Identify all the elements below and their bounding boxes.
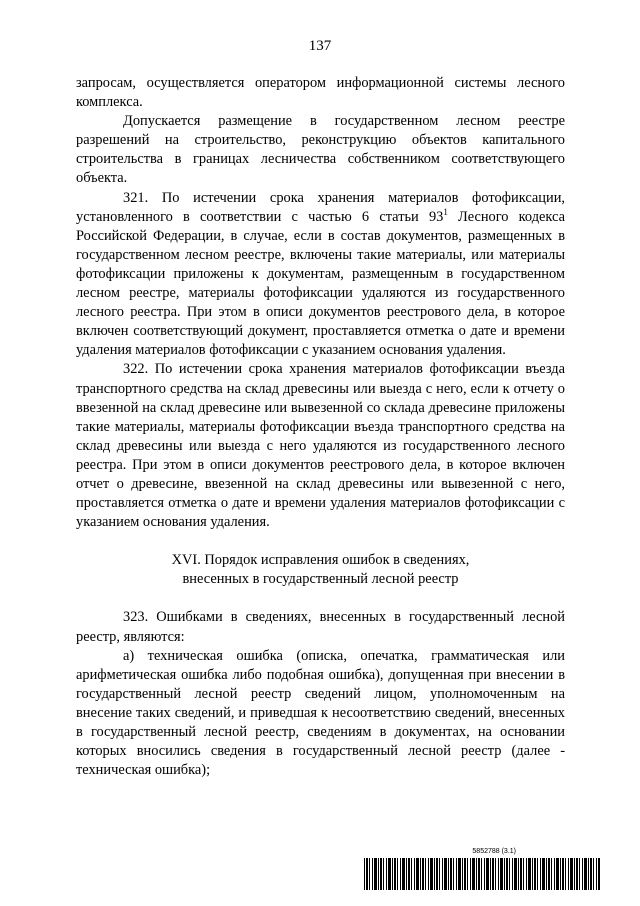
section-heading: [76, 551, 565, 589]
barcode-block: [364, 848, 600, 892]
paragraph-permits: Допускается размещение в государственном лесном реестре разрешений на строительство, реконструкцию объектов капитального строительства в границах лесничества собственником соответствующего объекта.: [76, 113, 565, 187]
article-superscript: 1: [443, 206, 448, 217]
barcode-icon: [364, 858, 600, 890]
paragraph-321-text-b: Лесного кодекса Российской Федерации, в случае, если в состав документов, размещенных в государственном лесном реестре, включены такие материалы, или материалы фотофиксации приложены к документам, размещенным в государственном лесном реестре, материалы фотофиксации удаляются из государственного лесного реестра. При этом в описи документов реестрового дела, в которое включен соответствующий документ, проставляется отметка о дате и времени удаления материалов фотофиксации с указанием основания удаления.: [76, 208, 566, 359]
section-heading-line1: XVI. Порядок исправления ошибок в сведениях,: [171, 552, 470, 569]
paragraph-continuation: запросам, осуществляется оператором информационной системы лесного комплекса.: [76, 75, 565, 111]
paragraph-322: 322. По истечении срока хранения материалов фотофиксации въезда транспортного средства на склад древесины или выезда с него, если к отчету о ввезенной на склад древесине или вывезенной со склада древесине приложены такие материалы, материалы фотофиксации въезда транспортного средства на склад древесины или выезда с него удаляются из государственного лесного реестра. При этом в описи документов реестрового дела, в которое включен отчет о древесине, ввезенной на склад древесины или вывезенной с него, проставляется отметка о дате и времени удаления материалов фотофиксации с указанием основания удаления.: [76, 361, 565, 531]
section-heading-line2: внесенных в государственный лесной реестр: [182, 571, 459, 588]
barcode-code: 5852788 (3.1): [472, 848, 516, 855]
document-body: [76, 74, 565, 780]
paragraph-323-a: а) техническая ошибка (описка, опечатка, грамматическая или арифметическая ошибка либо подобная ошибка), допущенная при внесении в государственный лесной реестр сведений лицом, уполномоченным на внесение таких сведений, и приведшая к несоответствию сведений, внесенных в государственный лесной реестр, сведениям в документах, на основании которых вносились сведения в государственный лесной реестр (далее - техническая ошибка);: [76, 647, 565, 779]
paragraph-321: [76, 189, 565, 361]
page-number: 137: [308, 38, 332, 54]
paragraph-321-text-a: 321. По истечении срока хранения материалов фотофиксации, установленного в соответствии с частью 6 статьи 93: [76, 189, 565, 225]
paragraph-323: 323. Ошибками в сведениях, внесенных в государственный лесной реестр, являются:: [76, 609, 565, 645]
